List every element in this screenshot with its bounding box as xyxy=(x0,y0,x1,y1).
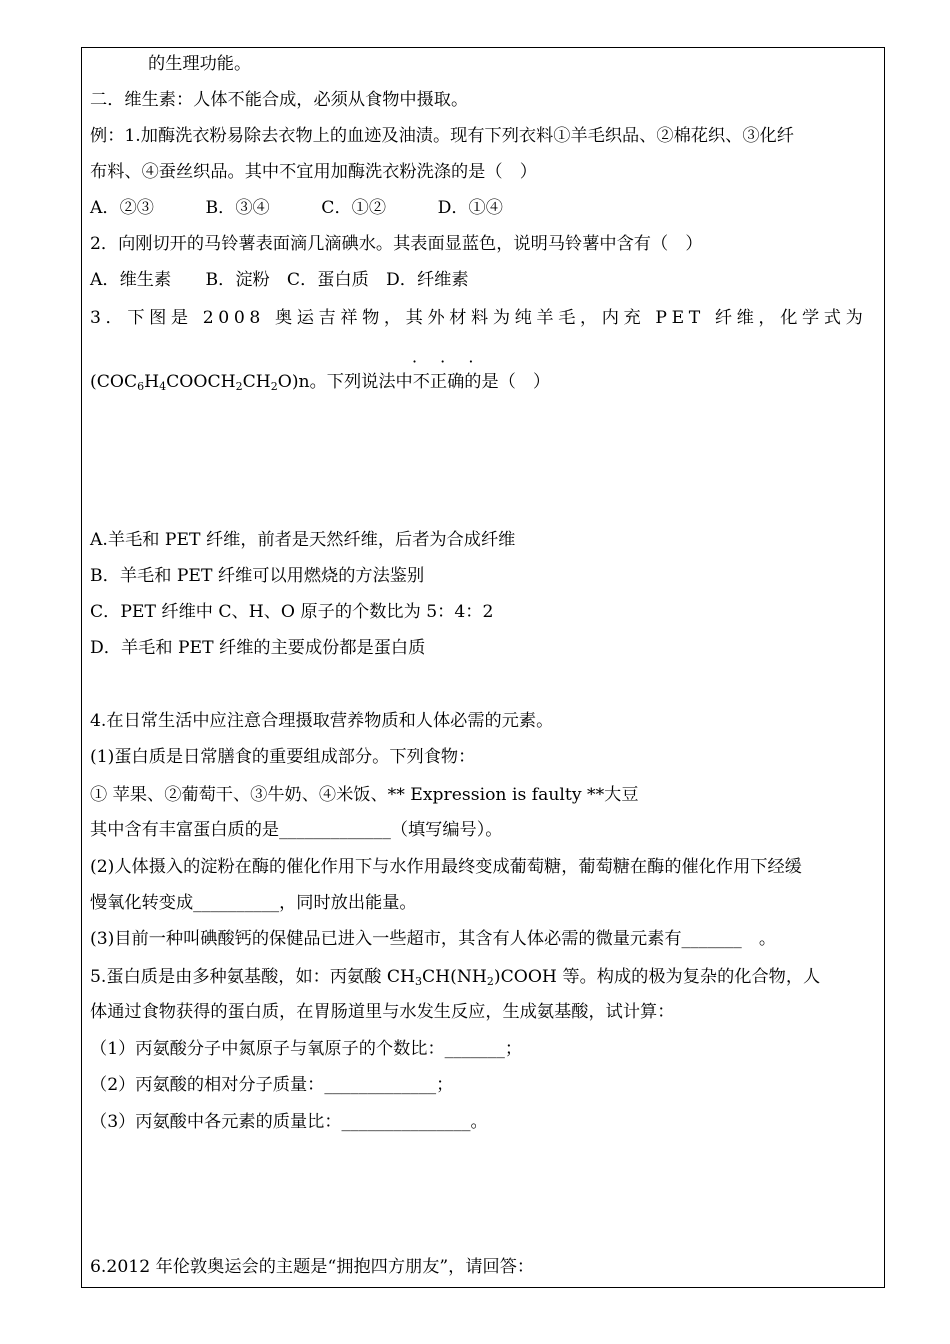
question-3-option-d: D．羊毛和 PET 纤维的主要成份都是蛋白质 xyxy=(90,638,426,658)
text-line: 的生理功能。 xyxy=(148,54,252,74)
question-3-option-c: C．PET 纤维中 C、H、O 原子的个数比为 5：4：2 xyxy=(90,602,494,622)
question-1-stem: 例：1.加酶洗衣粉易除去衣物上的血迹及油渍。现有下列衣料①羊毛织品、②棉花织、③化纤 xyxy=(90,126,794,146)
question-6-stem: 6.2012 年伦敦奥运会的主题是“拥抱四方朋友”，请回答： xyxy=(90,1257,535,1277)
question-1-options: A．②③ B．③④ C．①② D．①④ xyxy=(90,198,503,218)
question-2-options: A．维生素 B．淀粉 C．蛋白质 D．纤维素 xyxy=(90,270,469,290)
question-4-part-1: (1)蛋白质是日常膳食的重要组成部分。下列食物： xyxy=(90,747,476,767)
question-5-part-2: （2）丙氨酸的相对分子质量：_____________； xyxy=(90,1075,454,1095)
question-5-stem-cont: 体通过食物获得的蛋白质，在胃肠道里与水发生反应，生成氨基酸，试计算： xyxy=(90,1002,675,1022)
question-4-part-2: (2)人体摄入的淀粉在酶的催化作用下与水作用最终变成葡萄糖，葡萄糖在酶的催化作用下经缓 xyxy=(90,857,802,877)
section-heading-vitamins: 二．维生素：人体不能合成，必须从食物中摄取。 xyxy=(90,90,469,110)
question-5-part-1: （1）丙氨酸分子中氮原子与氧原子的个数比：_______； xyxy=(90,1039,523,1059)
question-5-stem: 5.蛋白质是由多种氨基酸，如：丙氨酸 $CH_3CH(NH_2)COOH$ 等。构成的极为复杂的化合物，人 xyxy=(90,967,821,988)
question-1-stem-cont: 布料、④蚕丝织品。其中不宜用加酶洗衣粉洗涤的是（ ） xyxy=(90,162,537,182)
question-2-stem: 2．向刚切开的马铃薯表面滴几滴碘水。其表面显蓝色，说明马铃薯中含有（ ） xyxy=(90,234,703,254)
question-3-formula: $(COC_6H_4COOCH_2CH_2O)n$。下列说法中不正确的是（ ） xyxy=(90,372,551,393)
emphasis-dots: · · · xyxy=(412,352,483,371)
question-4-stem: 4.在日常生活中应注意合理摄取营养物质和人体必需的元素。 xyxy=(90,711,554,731)
question-3-option-a: A.羊毛和 PET 纤维，前者是天然纤维，后者为合成纤维 xyxy=(90,530,516,550)
question-4-part-3: (3)目前一种叫碘酸钙的保健品已进入一些超市，其含有人体必需的微量元素有_______ 。 xyxy=(90,929,777,949)
question-3-stem: 3．下图是 2008 奥运吉祥物，其外材料为纯羊毛，内充 PET 纤维，化学式为 xyxy=(90,308,868,328)
question-3-option-b: B．羊毛和 PET 纤维可以用燃烧的方法鉴别 xyxy=(90,566,425,586)
question-5-part-3: （3）丙氨酸中各元素的质量比：_______________。 xyxy=(90,1112,488,1132)
question-4-foods: ① 苹果、②葡萄干、③牛奶、④米饭、** Expression is faulty **大豆 xyxy=(90,785,639,805)
question-4-part-1-blank: 其中含有丰富蛋白质的是_____________（填写编号）。 xyxy=(90,820,503,840)
question-4-part-2-cont: 慢氧化转变成__________，同时放出能量。 xyxy=(90,893,417,913)
